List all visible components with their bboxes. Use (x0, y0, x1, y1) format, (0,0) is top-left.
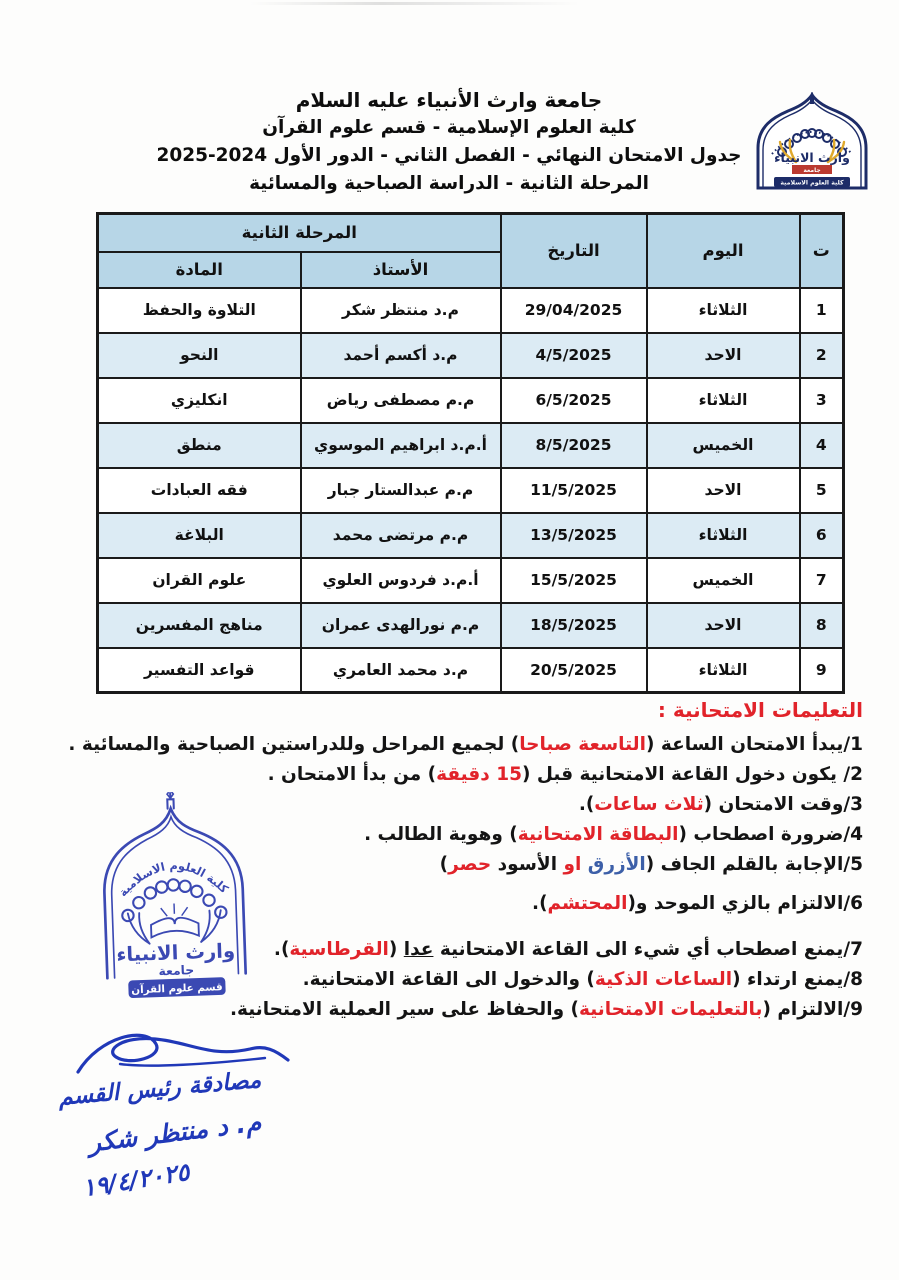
cell-subject: مناهج المفسرين (98, 603, 301, 648)
stamp-icon (80, 789, 268, 1017)
stamp-calligraphy: وارث الانبياء (115, 939, 236, 967)
cell-subject: التلاوة والحفظ (98, 288, 301, 333)
instruction-segment: 4/ضرورة اصطحاب ( (678, 824, 863, 845)
university-logo-icon (748, 92, 878, 192)
instruction-segment: 6/الالتزام بالزي الموحد و( (627, 893, 863, 914)
cell-date: 29/04/2025 (501, 288, 647, 333)
cell-subject: النحو (98, 333, 301, 378)
table-row (98, 288, 844, 333)
stage-header-cell: المرحلة الثانية (98, 214, 501, 252)
cell-day: الثلاثاء (647, 513, 800, 558)
instruction-segment: 3/وقت الامتحان ( (703, 794, 863, 815)
cell-date: 20/5/2025 (501, 648, 647, 693)
instruction-segment: ). (532, 893, 548, 914)
table-row (98, 378, 844, 423)
logo-calligraphy: وارث الانبياء (774, 150, 850, 165)
instruction-segment: الأسود (491, 854, 558, 875)
cell-day: الخميس (647, 558, 800, 603)
instruction-segment: 2/ يكون دخول القاعة الامتحانية قبل ( (521, 764, 863, 785)
cell-day: الثلاثاء (647, 378, 800, 423)
cell-day: الاحد (647, 468, 800, 513)
stamp-banner-text: قسم علوم القرآن (131, 981, 223, 997)
cell-seq: 4 (800, 423, 844, 468)
instruction-segment: التاسعة صباحا (519, 734, 646, 755)
logo-bottom-band-text: كلية العلوم الاسلامية (780, 179, 844, 187)
instruction-segment: 1/يبدأ الامتحان الساعة ( (645, 734, 863, 755)
instruction-segment: ) لجميع المراحل وللدراستين الصباحية والمسائية . (68, 734, 520, 755)
table-row (98, 648, 844, 693)
col-header-seq: ت (800, 214, 844, 288)
instruction-segment: ). (578, 794, 595, 815)
table-row (98, 603, 844, 648)
cell-date: 13/5/2025 (501, 513, 647, 558)
table-row (98, 513, 844, 558)
cell-day: الثلاثاء (647, 648, 800, 693)
scan-artifact (250, 2, 580, 5)
table-row (98, 558, 844, 603)
cell-professor: أ.م.د فردوس العلوي (301, 558, 501, 603)
table-row (98, 468, 844, 513)
exam-schedule-table (96, 212, 845, 694)
logo-arch-outline (758, 95, 866, 188)
university-name: جامعة وارث الأنبياء عليه السلام (295, 88, 603, 112)
instruction-segment: ) من بدأ الامتحان . (267, 764, 437, 785)
cell-date: 4/5/2025 (501, 333, 647, 378)
cell-subject: انكليزي (98, 378, 301, 423)
col-header-professor: الأستاذ (301, 252, 501, 288)
instruction-segment: المحتشم (547, 893, 628, 914)
table-header-row (98, 214, 844, 252)
cell-day: الاحد (647, 333, 800, 378)
instruction-segment: ) والدخول الى القاعة الامتحانية. (302, 969, 595, 990)
cell-date: 18/5/2025 (501, 603, 647, 648)
instruction-segment: 9/الالتزام ( (762, 999, 863, 1020)
cell-day: الاحد (647, 603, 800, 648)
cell-seq: 2 (800, 333, 844, 378)
schedule-title: جدول الامتحان النهائي - الفصل الثاني - الدور الأول 2024-2025 (156, 145, 742, 166)
cell-subject: البلاغة (98, 513, 301, 558)
cell-day: الخميس (647, 423, 800, 468)
cell-seq: 8 (800, 603, 844, 648)
cell-seq: 9 (800, 648, 844, 693)
stamp-mid-text: جامعة (158, 962, 195, 979)
cell-seq: 6 (800, 513, 844, 558)
cell-date: 6/5/2025 (501, 378, 647, 423)
instruction-segment: ثلاث ساعات (594, 794, 704, 815)
cell-subject: قواعد التفسير (98, 648, 301, 693)
signature-name: م. د منتظر شكر (86, 1107, 263, 1158)
instruction-segment: الأزرق (587, 854, 646, 875)
cell-day: الثلاثاء (647, 288, 800, 333)
instruction-segment: ). (273, 939, 290, 960)
cell-professor: م.م عبدالستار جبار (301, 468, 501, 513)
cell-subject: علوم القران (98, 558, 301, 603)
cell-professor: م.د أكسم أحمد (301, 333, 501, 378)
cell-professor: أ.م.د ابراهيم الموسوي (301, 423, 501, 468)
instruction-segment: ( (388, 939, 404, 960)
cell-date: 11/5/2025 (501, 468, 647, 513)
instruction-segment: 15 دقيقة (436, 764, 522, 785)
instruction-segment: او (557, 854, 588, 875)
cell-professor: م.م نورالهدى عمران (301, 603, 501, 648)
col-header-subject: المادة (98, 252, 301, 288)
cell-seq: 7 (800, 558, 844, 603)
instruction-segment: 7/يمنع اصطحاب أي شيء الى القاعة الامتحانية (433, 939, 863, 960)
instruction-item-1 (31, 730, 863, 760)
cell-professor: م.م مصطفى رياض (301, 378, 501, 423)
signature-date: ١٩/٤/٢٠٢٥ (80, 1157, 192, 1203)
instruction-segment: القرطاسية (289, 939, 389, 960)
instruction-segment: البطاقة الامتحانية (517, 824, 679, 845)
cell-date: 8/5/2025 (501, 423, 647, 468)
cell-subject: فقه العبادات (98, 468, 301, 513)
cell-professor: م.د محمد العامري (301, 648, 501, 693)
cell-professor: م.م مرتضى محمد (301, 513, 501, 558)
instruction-segment: حصر (448, 854, 492, 875)
cell-seq: 3 (800, 378, 844, 423)
stamp-arc-text: كلية العلوم الاسلامية (115, 858, 232, 900)
table-row (98, 333, 844, 378)
instruction-segment: الساعات الذكية (594, 969, 733, 990)
logo-red-band-text: جامعة (803, 167, 821, 174)
col-header-day: اليوم (647, 214, 800, 288)
instruction-segment: ) وهوية الطالب . (364, 824, 518, 845)
university-logo (748, 92, 878, 192)
instruction-segment: 5/الإجابة بالقلم الجاف ( (645, 854, 863, 875)
cell-seq: 5 (800, 468, 844, 513)
cell-seq: 1 (800, 288, 844, 333)
instruction-segment: عدا (403, 939, 434, 960)
instruction-item-2 (31, 760, 863, 790)
table-row (98, 423, 844, 468)
stamp-book-icon (150, 903, 199, 938)
instructions-title: التعليمات الامتحانية : (657, 698, 863, 722)
document-header (109, 86, 789, 198)
instruction-segment: بالتعليمات الامتحانية (579, 999, 763, 1020)
college-department: كلية العلوم الإسلامية - قسم علوم القرآن (262, 117, 636, 138)
cell-date: 15/5/2025 (501, 558, 647, 603)
cell-professor: م.د منتظر شكر (301, 288, 501, 333)
stage-study-line: المرحلة الثانية - الدراسة الصباحية والمسائية (249, 173, 649, 194)
cell-subject: منطق (98, 423, 301, 468)
col-header-date: التاريخ (501, 214, 647, 288)
department-stamp (80, 789, 268, 1017)
instruction-segment: ) (439, 854, 449, 875)
signature-block (30, 1018, 350, 1228)
signature-role: مصادقة رئيس القسم (57, 1067, 263, 1111)
instruction-segment: ) والحفاظ على سير العملية الامتحانية. (229, 999, 579, 1020)
instruction-segment: 8/يمنع ارتداء ( (732, 969, 863, 990)
